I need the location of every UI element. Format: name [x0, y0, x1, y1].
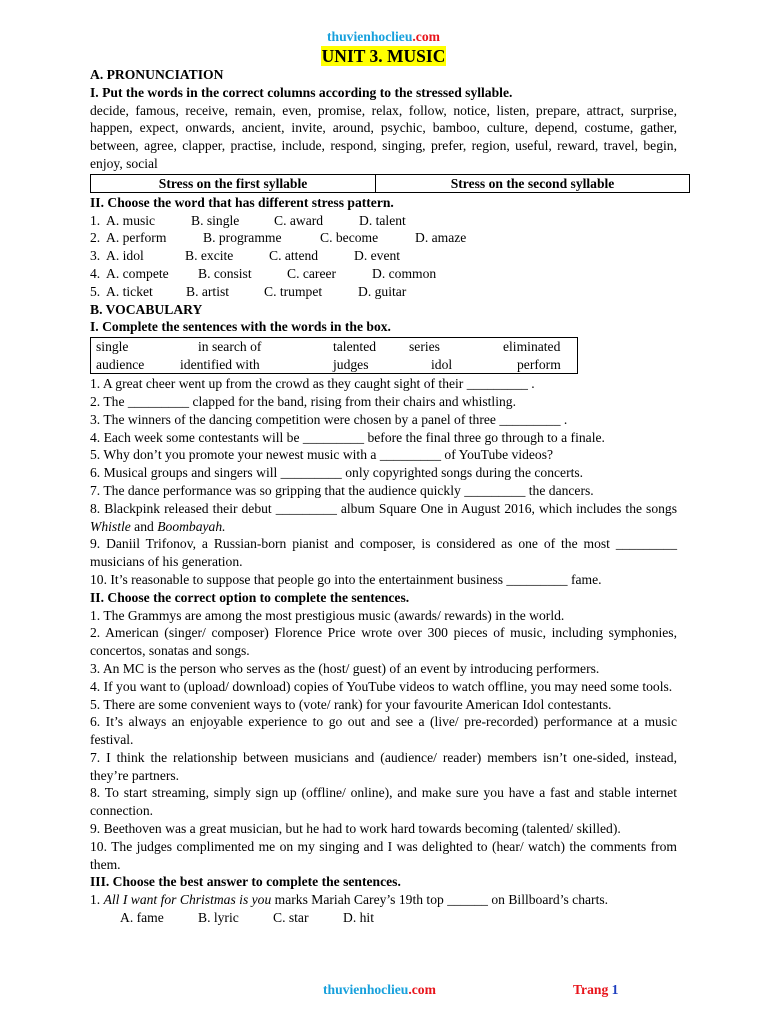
answer-option: B. consist — [198, 265, 252, 281]
word-box-item: single — [96, 339, 129, 355]
vocab-sentence: 6. Musical groups and singers will _________ only copyrighted songs during the concerts. — [90, 465, 584, 481]
option-sentence: 8. To start streaming, simply sign up (offline/ online), and make sure you have a fast and stable internet connection. — [90, 785, 677, 819]
answer-option: C. career — [287, 265, 337, 281]
question-number: 4. — [90, 265, 101, 281]
word-box-row — [91, 356, 577, 374]
option-sentence: 10. The judges complimented me on my singing and I was delighted to (hear/ watch) the comments from them. — [90, 838, 677, 872]
unit-title-wrap — [90, 46, 677, 66]
answer-option: D. event — [354, 248, 401, 264]
answer-option: A. perform — [106, 230, 167, 246]
vocab-ex1-title: I. Complete the sentences with the words in the box. — [90, 319, 391, 335]
question-text: marks Mariah Carey’s 19th top ______ on Billboard’s charts. — [271, 892, 609, 908]
option-sentence: 5. There are some convenient ways to (vote/ rank) for your favourite American Idol contestants. — [90, 696, 612, 712]
answer-option: C. star — [273, 910, 309, 926]
vocab-sentence: 3. The winners of the dancing competition were chosen by a panel of three _________ . — [90, 411, 568, 427]
mcq-row — [90, 212, 677, 230]
answer-option: A. fame — [120, 910, 164, 926]
answer-option: B. programme — [203, 230, 282, 246]
answer-option: B. excite — [185, 248, 234, 264]
word-box — [90, 337, 578, 374]
option-sentence: 1. The Grammys are among the most prestigious music (awards/ rewards) in the world. — [90, 607, 565, 623]
page-footer — [0, 981, 768, 999]
vocab-sentence-8 — [90, 500, 677, 536]
answer-option: B. lyric — [198, 910, 239, 926]
song-title: Boombayah. — [157, 518, 226, 534]
vocab-sentence: 7. The dance performance was so gripping that the audience quickly _________ the dancers. — [90, 482, 594, 498]
answer-option: C. award — [274, 212, 324, 228]
question-number: 3. — [90, 248, 101, 264]
option-sentence: 6. It’s always an enjoyable experience to go out and see a (live/ pre-recorded) performance at a music festival. — [90, 714, 677, 748]
answer-option: C. become — [320, 230, 379, 246]
mcq-row — [90, 283, 677, 301]
section-b-title: B. VOCABULARY — [90, 301, 203, 317]
site-header — [90, 28, 677, 46]
word-box-item: identified with — [180, 356, 260, 372]
section-a-title: A. PRONUNCIATION — [90, 67, 224, 82]
question-number: 1. — [90, 892, 104, 908]
word-box-item: series — [409, 339, 440, 355]
pron-ex1-words: decide, famous, receive, remain, even, promise, relax, follow, notice, listen, prepare, attract, surprise, happen, expect, onwards, ancient, invite, around, psychic, bamboo, culture, depend, costume, gather, between, agree, clapper, practise, include, respond, singing, prefer, region, useful, reward, travel, begin, enjoy, social — [90, 102, 677, 171]
option-sentence: 4. If you want to (upload/ download) copies of YouTube videos to watch offline, you may need some tools. — [90, 678, 673, 694]
word-box-row — [91, 338, 577, 356]
word-box-item: eliminated — [503, 339, 561, 355]
question-number: 5. — [90, 283, 101, 299]
question-number: 2. — [90, 230, 101, 246]
option-sentence: 9. Beethoven was a great musician, but he had to work hard towards becoming (talented/ skilled). — [90, 821, 621, 837]
vocab-ex3-question-1 — [90, 891, 677, 909]
word-box-item: audience — [96, 356, 145, 372]
vocab-sentence-8-text: 8. Blackpink released their debut _________ album Square One in August 2016, which includes the songs — [90, 500, 677, 516]
footer-site — [323, 981, 436, 999]
vocab-ex2-title: II. Choose the correct option to complete the sentences. — [90, 589, 410, 605]
option-sentence: 2. American (singer/ composer) Florence Price wrote over 300 pieces of music, including symphonies, concertos, sonatas and songs. — [90, 625, 677, 659]
stress-table — [90, 174, 690, 193]
word-box-item: perform — [517, 356, 561, 372]
unit-title: UNIT 3. MUSIC — [321, 46, 446, 66]
answer-option: D. common — [372, 265, 437, 281]
answer-option: D. amaze — [415, 230, 467, 246]
pron-ex1-title: I. Put the words in the correct columns according to the stressed syllable. — [90, 84, 513, 100]
page-number-value: 1 — [611, 982, 619, 997]
vocab-ex2-list — [90, 607, 677, 874]
vocab-sentence: 1. A great cheer went up from the crowd as they caught sight of their _________ . — [90, 376, 535, 392]
answer-option: C. attend — [269, 248, 319, 264]
song-title: Whistle — [90, 518, 131, 534]
answer-option: A. music — [106, 212, 156, 228]
site-domain: .com — [412, 29, 440, 44]
vocab-sentence: 2. The _________ clapped for the band, rising from their chairs and whistling. — [90, 393, 516, 409]
mcq-row — [90, 229, 677, 247]
word-box-item: in search of — [198, 339, 262, 355]
vocab-sentence: 10. It’s reasonable to suppose that people go into the entertainment business _________ fame. — [90, 571, 602, 587]
answer-option: D. talent — [359, 212, 406, 228]
vocab-sentence: 9. Daniil Trifonov, a Russian-born pianist and composer, is considered as one of the most _________ musicians of his generation. — [90, 536, 677, 570]
option-sentence: 3. An MC is the person who serves as the (host/ guest) of an event by introducing performers. — [90, 660, 600, 676]
word-box-item: talented — [333, 339, 377, 355]
site-name: thuvienhoclieu — [327, 29, 413, 44]
answer-option: A. compete — [106, 265, 169, 281]
option-sentence: 7. I think the relationship between musicians and (audience/ reader) members isn’t one-sided, instead, they’re partners. — [90, 749, 677, 783]
footer-site-domain: .com — [408, 982, 436, 997]
document-content — [90, 28, 677, 927]
footer-site-name: thuvienhoclieu — [323, 982, 409, 997]
pron-ex2-list — [90, 212, 677, 301]
pron-ex2-title: II. Choose the word that has different stress pattern. — [90, 194, 394, 210]
word-box-item: idol — [431, 356, 453, 372]
mcq-row — [90, 265, 677, 283]
page-label: Trang — [573, 982, 612, 997]
song-title: All I want for Christmas is you — [103, 892, 272, 908]
answer-option: B. single — [191, 212, 240, 228]
answer-option: D. guitar — [358, 283, 407, 299]
vocab-ex3-options-1 — [90, 909, 677, 927]
vocab-sentence-8-and: and — [130, 518, 158, 534]
vocab-sentence: 5. Why don’t you promote your newest music with a _________ of YouTube videos? — [90, 447, 554, 463]
answer-option: C. trumpet — [264, 283, 323, 299]
mcq-row — [90, 247, 677, 265]
stress-second-header: Stress on the second syllable — [376, 174, 690, 192]
page-number — [573, 981, 618, 999]
answer-option: A. idol — [106, 248, 144, 264]
answer-option: A. ticket — [106, 283, 153, 299]
word-box-item: judges — [333, 356, 369, 372]
vocab-sentence: 4. Each week some contestants will be _________ before the final three go through to a finale. — [90, 429, 605, 445]
answer-option: B. artist — [186, 283, 230, 299]
stress-first-header: Stress on the first syllable — [91, 174, 376, 192]
question-number: 1. — [90, 212, 101, 228]
vocab-ex3-title: III. Choose the best answer to complete the sentences. — [90, 874, 401, 890]
answer-option: D. hit — [343, 910, 374, 926]
